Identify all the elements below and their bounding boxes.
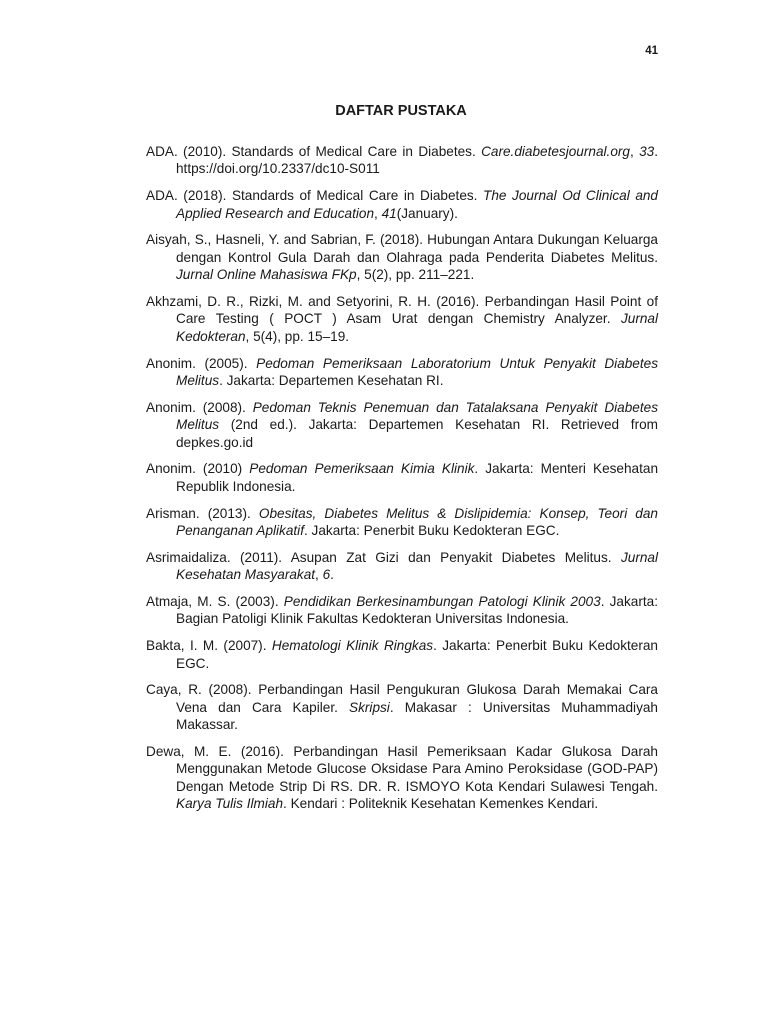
reference-text: . Kendari : Politeknik Kesehatan Kemenkes Kendari. bbox=[283, 796, 599, 812]
reference-italic-text: Jurnal Kesehatan Masyarakat bbox=[176, 549, 658, 583]
reference-entry bbox=[146, 355, 658, 390]
reference-entry bbox=[146, 231, 658, 283]
reference-entry bbox=[146, 293, 658, 345]
reference-italic-text: Jurnal Kedokteran bbox=[176, 311, 658, 344]
reference-text: Bakta, I. M. (2007). bbox=[146, 638, 272, 654]
reference-text: Caya, R. (2008). Perbandingan Hasil Pengukuran Glukosa Darah Memakai Cara Vena dan Cara Kapiler. bbox=[146, 682, 658, 715]
reference-text: (January). bbox=[396, 205, 458, 221]
reference-text: , bbox=[629, 144, 640, 159]
reference-italic-text: The Journal Od Clinical and Applied Research and Education bbox=[176, 188, 658, 221]
reference-text: , 5(4), pp. 15–19. bbox=[245, 328, 350, 344]
reference-entry bbox=[146, 681, 658, 733]
reference-entry bbox=[146, 743, 658, 813]
reference-italic-text: Jurnal Online Mahasiswa FKp bbox=[176, 267, 357, 283]
reference-text: Asrimaidaliza. (2011). Asupan Zat Gizi dan Penyakit Diabetes Melitus. bbox=[146, 549, 621, 565]
reference-italic-text: Pendidikan Berkesinambungan Patologi Klinik 2003 bbox=[283, 594, 601, 610]
reference-text: ADA. (2018). Standards of Medical Care in Diabetes. bbox=[146, 188, 484, 204]
page-number: 41 bbox=[645, 45, 658, 57]
reference-text: . Jakarta: Bagian Patoligi Klinik Fakultas Kedokteran Universitas Indonesia. bbox=[176, 594, 658, 627]
reference-italic-text: Obesitas, Diabetes Melitus & Dislipidemia: Konsep, Teori dan Penanganan Aplikatif bbox=[176, 505, 658, 539]
reference-entry bbox=[146, 143, 658, 178]
reference-text: . Makasar : Universitas Muhammadiyah Makassar. bbox=[176, 699, 658, 733]
reference-italic-text: 6 bbox=[322, 567, 331, 583]
reference-list bbox=[146, 143, 658, 822]
reference-text: Arisman. (2013). bbox=[146, 505, 259, 521]
page-title: DAFTAR PUSTAKA bbox=[335, 103, 467, 119]
reference-text: . Jakarta: Menteri Kesehatan Republik Indonesia. bbox=[176, 461, 659, 494]
reference-entry bbox=[146, 187, 658, 222]
reference-text: Anonim. (2005). bbox=[146, 355, 257, 371]
reference-text: . bbox=[330, 567, 334, 583]
reference-entry bbox=[146, 460, 658, 495]
reference-text: , 5(2), pp. 211–221. bbox=[356, 267, 475, 283]
reference-text: . Jakarta: Penerbit Buku Kedokteran EGC. bbox=[303, 523, 560, 539]
reference-text: (2nd ed.). Jakarta: Departemen Kesehatan RI. Retrieved from depkes.go.id bbox=[176, 417, 658, 450]
reference-italic-text: Hematologi Klinik Ringkas bbox=[271, 638, 434, 654]
reference-text: Akhzami, D. R., Rizki, M. and Setyorini, R. H. (2016). Perbandingan Hasil Point of Care Testing ( POCT ) Asam Urat dengan Chemistry Analyzer. bbox=[146, 294, 658, 327]
reference-italic-text: Care.diabetesjournal.org bbox=[481, 144, 630, 159]
reference-text: . Jakarta: Departemen Kesehatan RI. bbox=[219, 373, 444, 389]
reference-italic-text: Pedoman Pemeriksaan Laboratorium Untuk Penyakit Diabetes Melitus bbox=[176, 355, 658, 389]
reference-italic-text: 41 bbox=[381, 205, 397, 221]
reference-text: Aisyah, S., Hasneli, Y. and Sabrian, F. (2018). Hubungan Antara Dukungan Keluarga dengan Kontrol Gula Darah dan Olahraga pada Penderita Diabetes Melitus. bbox=[146, 232, 658, 265]
reference-text: . https://doi.org/10.2337/dc10-S011 bbox=[176, 144, 658, 177]
reference-text: . Jakarta: Penerbit Buku Kedokteran EGC. bbox=[176, 638, 658, 671]
reference-text: , bbox=[374, 205, 382, 221]
reference-entry bbox=[146, 549, 658, 584]
reference-italic-text: Skripsi bbox=[349, 699, 390, 715]
reference-italic-text: 33 bbox=[639, 144, 655, 159]
reference-entry bbox=[146, 505, 658, 540]
reference-text: Anonim. (2010) bbox=[146, 461, 250, 477]
reference-text: Anonim. (2008). bbox=[146, 399, 253, 415]
reference-italic-text: Pedoman Pemeriksaan Kimia Klinik bbox=[249, 461, 475, 477]
reference-entry bbox=[146, 593, 658, 628]
reference-text: Dewa, M. E. (2016). Perbandingan Hasil Pemeriksaan Kadar Glukosa Darah Menggunakan Metode Glucose Oksidase Para Amino Peroksidase (GOD-PAP) Dengan Metode Strip Di RS. DR. R. ISMOYO Kota Kendari Sulawesi Tengah. bbox=[146, 744, 658, 794]
reference-entry bbox=[146, 399, 658, 451]
reference-entry bbox=[146, 637, 658, 672]
reference-italic-text: Pedoman Teknis Penemuan dan Tatalaksana Penyakit Diabetes Melitus bbox=[176, 399, 658, 433]
reference-text: , bbox=[315, 567, 323, 583]
reference-text: ADA. (2010). Standards of Medical Care in Diabetes. bbox=[146, 144, 482, 159]
reference-text: Atmaja, M. S. (2003). bbox=[146, 594, 284, 610]
reference-italic-text: Karya Tulis Ilmiah bbox=[176, 796, 284, 812]
